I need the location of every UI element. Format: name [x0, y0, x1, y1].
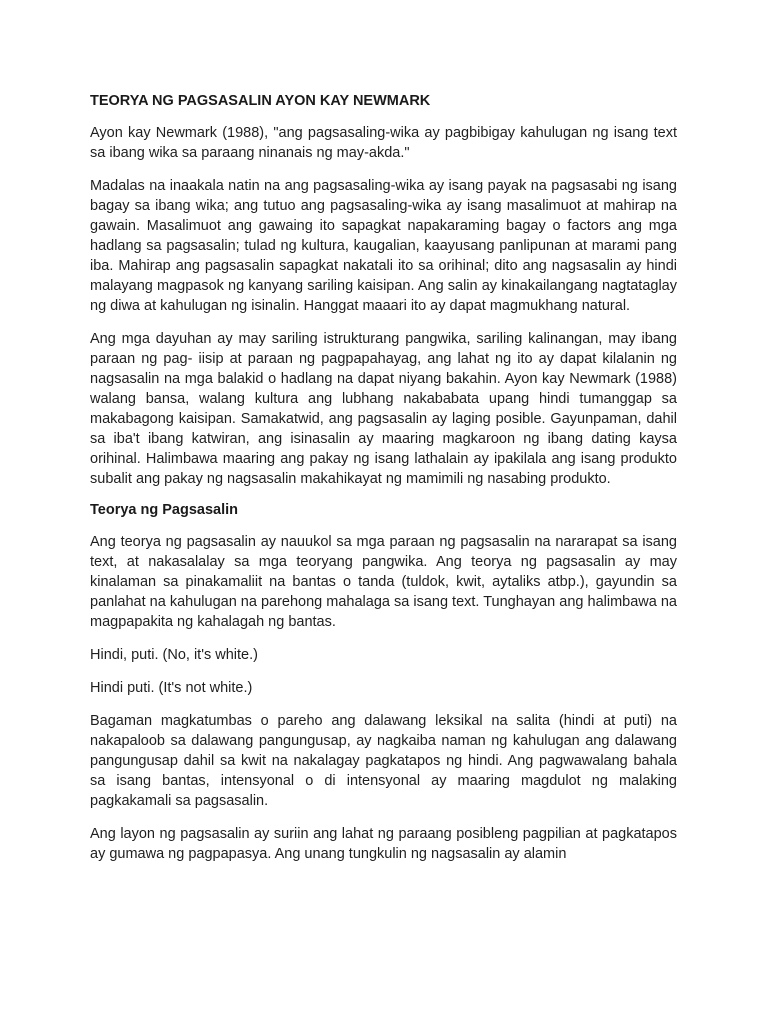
document-page — [90, 93, 677, 877]
example-line-1: Hindi, puti. (No, it's white.) — [90, 647, 258, 663]
paragraph-translation-complexity: Madalas na inaakala natin na ang pagsasaling-wika ay isang payak na pagsasabi ng isang bagay sa ibang wika; ang tutuo ang pagsasaling-wika ay isang masalimuot at mahirap na gawain. Masalimuot ang gawaing ito sapagkat napakaraming bagay o factors ang mga hadlang sa pagsasalin; tulad ng kultura, kaugalian, kaayusang panlipunan at marami pang iba. Mahirap ang pagsasalin sapagkat nakatali ito sa orihinal; dito ang nagsasalin ay hindi malayang magpasok ng kanyang sariling kaisipan. Ang salin ay kinakailangang nagtataglay ng diwa at kahulugan ng isinalin. Hanggat maaari ito ay dapat magmukhang natural. — [90, 178, 677, 314]
paragraph-punctuation-meaning: Bagaman magkatumbas o pareho ang dalawang leksikal na salita (hindi at puti) na nakapaloob sa dalawang pangungusap, ay nagkaiba naman ng kahulugan ang dalawang pangungusap dahil sa kwit na nakalagay pagkatapos ng hindi. Ang pagwawalang bahala sa isang bantas, intensyonal o di intensyonal ay maaring magdulot ng malaking pagkakamali sa pagsasalin. — [90, 713, 677, 809]
section-heading: Teorya ng Pagsasalin — [90, 502, 239, 518]
paragraph-translation-theory: Ang teorya ng pagsasalin ay nauukol sa mga paraan ng pagsasalin na nararapat sa isang text, at nakasalalay sa mga teoryang pangwika. Ang teorya ng pagsasalin ay may kinalaman sa pinakamaliit na bantas o tanda (tuldok, kwit, aytaliks atbp.), gayundin sa panlahat na kahulugan na parehong mahalaga sa isang text. Tunghayan ang halimbawa na magpapakita ng kahalagah ng bantas. — [90, 534, 677, 630]
example-line-2: Hindi puti. (It's not white.) — [90, 680, 253, 696]
paragraph-newmark-definition: Ayon kay Newmark (1988), "ang pagsasaling-wika ay pagbibigay kahulugan ng isang text sa ibang wika sa paraang ninanais ng may-akda." — [90, 125, 677, 161]
document-title: TEORYA NG PAGSASALIN AYON KAY NEWMARK — [90, 93, 431, 109]
paragraph-translation-goal: Ang layon ng pagsasalin ay suriin ang lahat ng paraang posibleng pagpilian at pagkatapos ay gumawa ng pagpapasya. Ang unang tungkulin ng nagsasalin ay alamin — [90, 826, 677, 862]
paragraph-foreign-structure: Ang mga dayuhan ay may sariling istrukturang pangwika, sariling kalinangan, may ibang paraan ng pag- iisip at paraan ng pagpapahayag, ang lahat ng ito ay dapat kilalanin ng nagsasalin na mga balakid o hadlang na dapat niyang bakahin. Ayon kay Newmark (1988) walang bansa, walang kultura ang lubhang nakababata upang hindi tumanggap sa makabagong kaisipan. Samakatwid, ang pagsasalin ay laging posible. Gayunpaman, dahil sa iba't ibang katwiran, ang isinasalin ay maaring magkaroon ng ibang dating kaysa orihinal. Halimbawa maaring ang pakay ng isang lathalain ay ipakilala ang isang produkto subalit ang pakay ng nagsasalin makahikayat ng mamimili ng nasabing produkto. — [90, 331, 677, 487]
